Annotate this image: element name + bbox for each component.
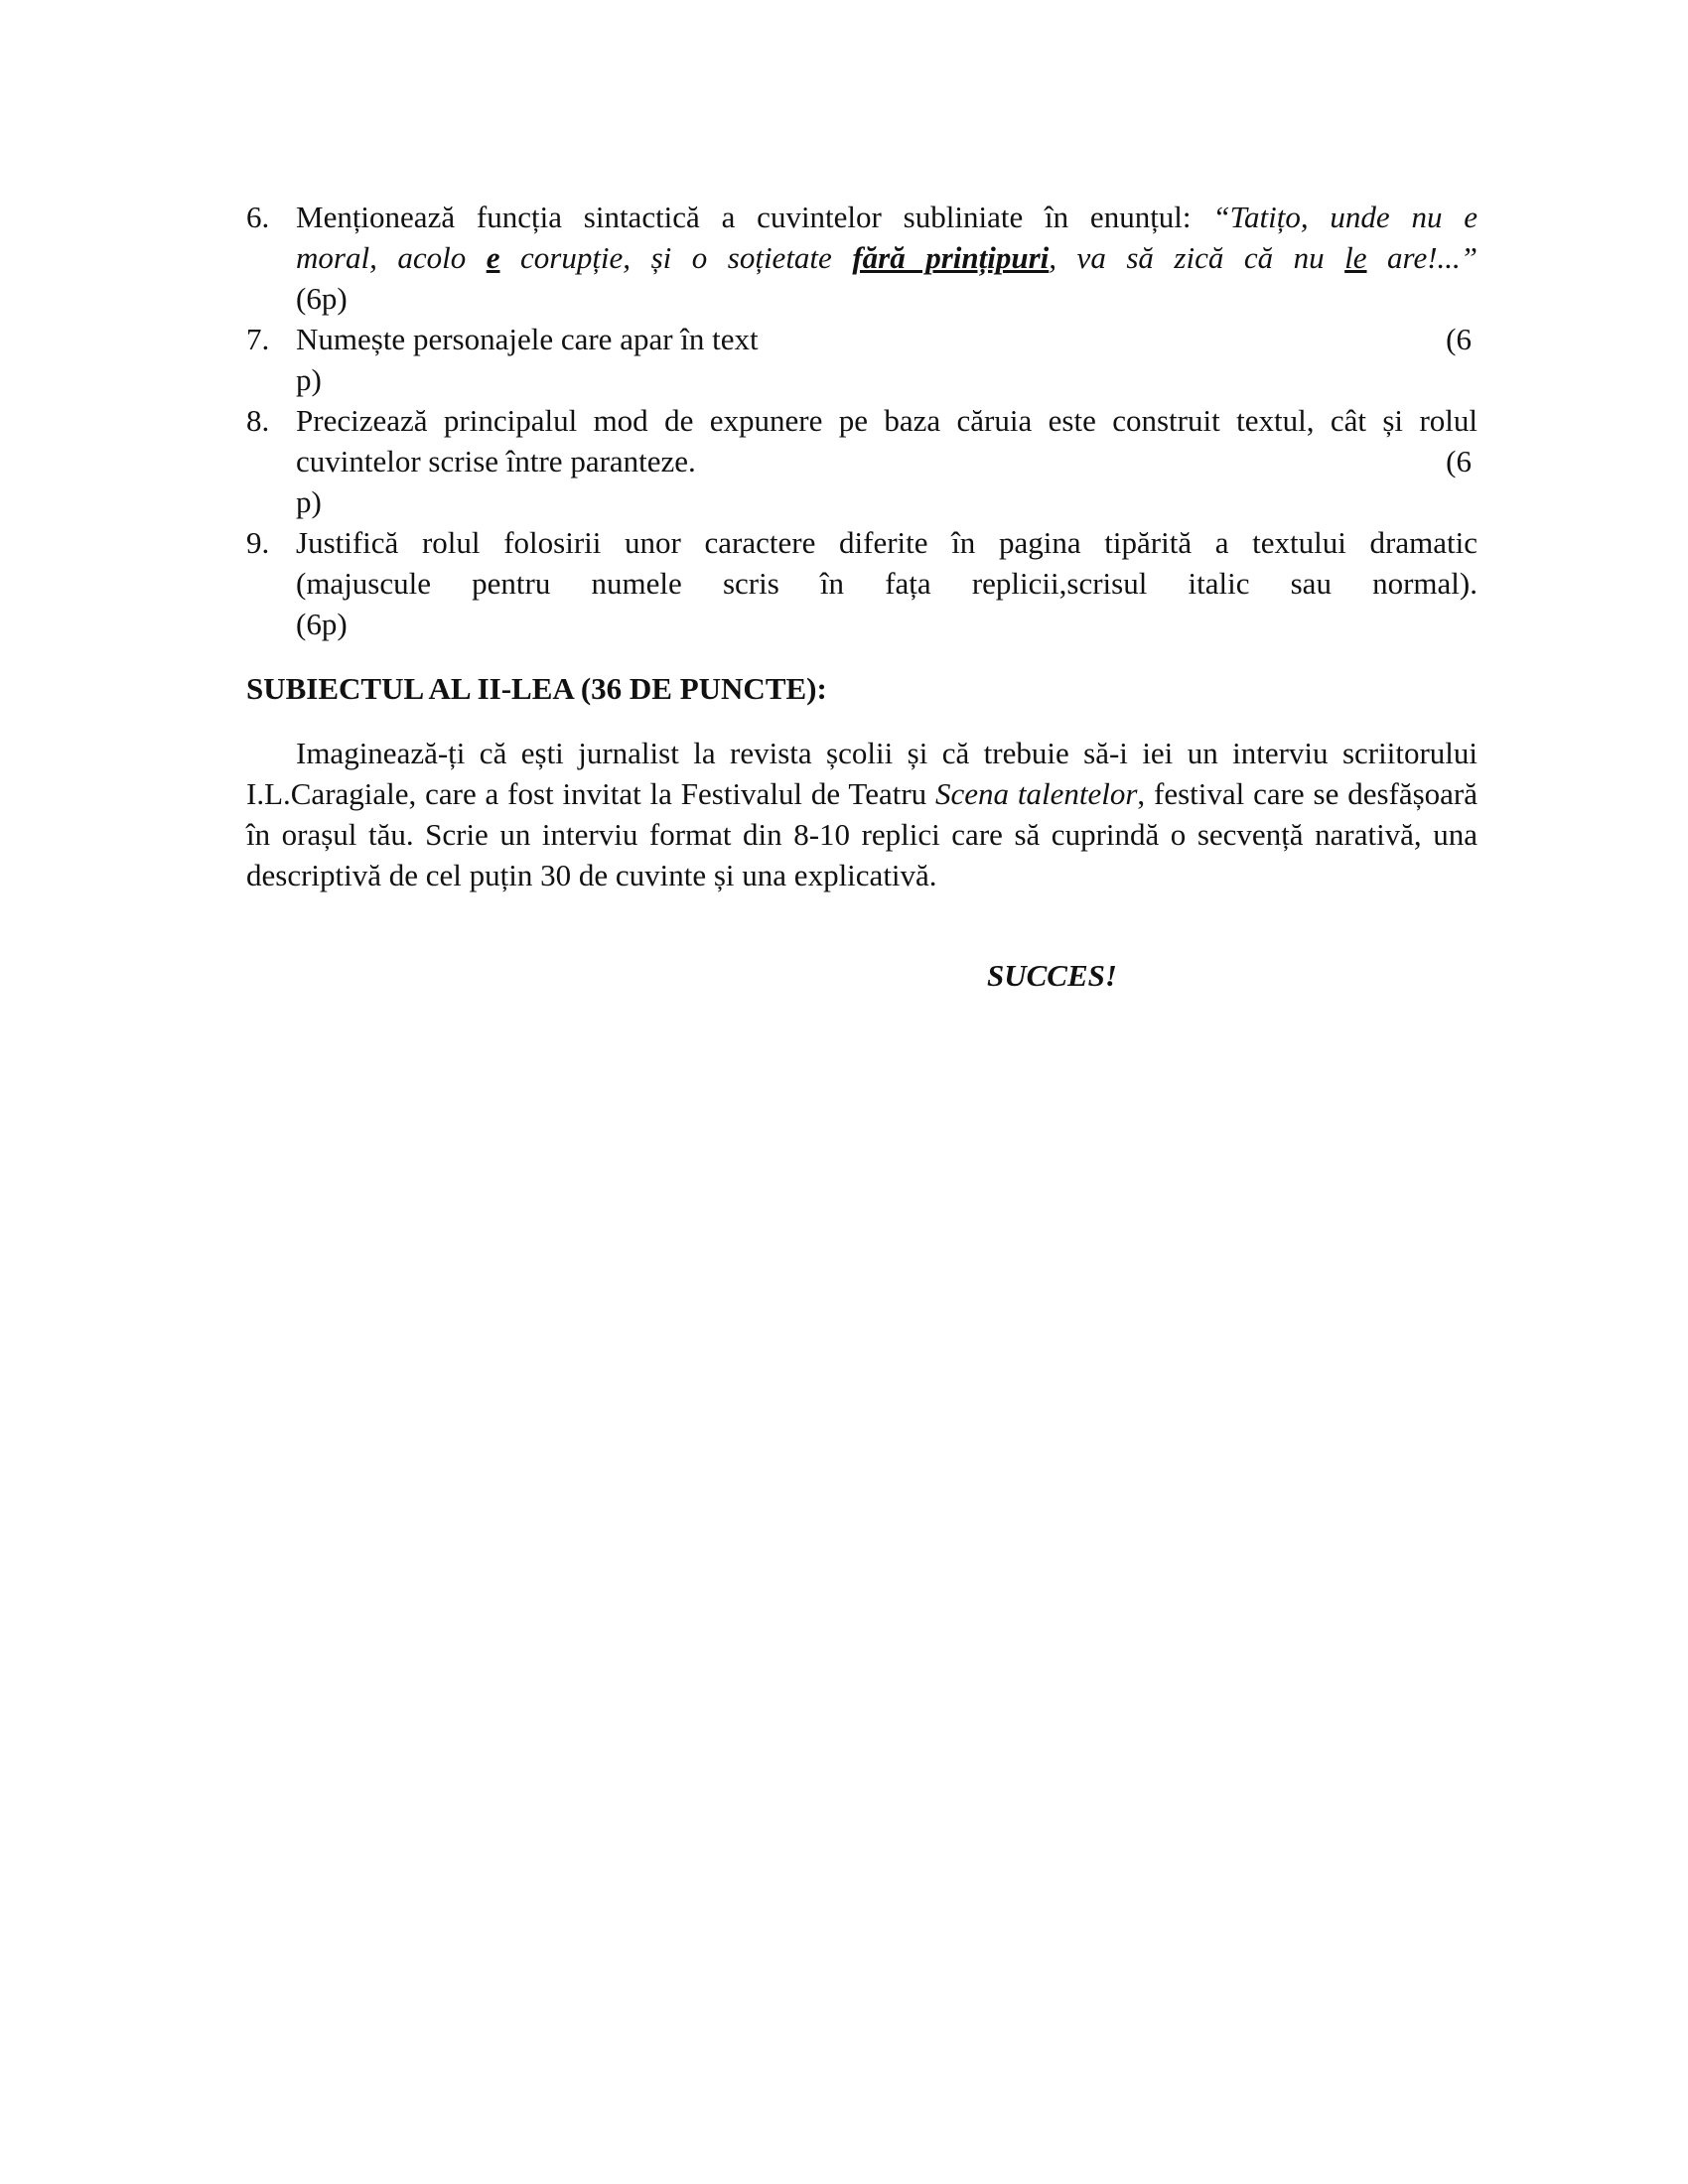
question-number: 6. (246, 200, 270, 234)
question-text-line: Menționează funcția sintactică a cuvintelor subliniate în enunțul: “Tatițo, unde nu e (296, 200, 1478, 234)
underlined-word-e: e (486, 240, 500, 275)
question-text-line: cuvintelor scrise între paranteze. (296, 444, 696, 478)
subject-2-paragraph: Imaginează-ți că ești jurnalist la revista școlii și că trebuie să-i iei un interviu scriitorului I.L.Caragiale, care a fost invitat la Festivalul de Teatru Scena talentelor, festival care se desfășoară în orașul tău. Scrie un interviu format din 8-10 replici care să cuprindă o secvență narativă, una descriptivă de cel puțin 30 de cuvinte și una explicativă. (246, 736, 1478, 892)
question-points: (6p) (296, 607, 348, 641)
question-number: 9. (246, 525, 270, 560)
question-points: (6 (1446, 444, 1472, 478)
question-7 (246, 319, 1477, 400)
question-text-line: (majuscule pentru numele scris în fața replicii,scrisul italic sau normal). (296, 566, 1477, 601)
question-points-cont: p) (296, 484, 322, 519)
underlined-phrase-fara-printipuri: fără prințipuri (852, 240, 1050, 275)
question-text: Numește personajele care apar în text (296, 322, 759, 356)
question-8 (246, 400, 1477, 522)
festival-name: Scena talentelor (935, 776, 1138, 811)
question-number: 7. (246, 322, 270, 356)
questions-list (246, 197, 1477, 644)
question-number: 8. (246, 403, 270, 438)
question-points: (6 (1446, 322, 1472, 356)
question-points: (6p) (296, 281, 348, 316)
closing-succes: SUCCES! (987, 958, 1117, 993)
subject-2-heading: SUBIECTUL AL II-LEA (36 DE PUNCTE): (246, 671, 827, 706)
question-text-line: Justifică rolul folosirii unor caractere diferite în pagina tipărită a textului dramatic (296, 525, 1477, 560)
underlined-word-le: le (1344, 240, 1367, 275)
question-points-cont: p) (296, 362, 322, 397)
question-quote-line: moral, acolo e corupție, și o soțietate fără prințipuri, va să zică că nu le are!...” (296, 240, 1478, 275)
question-6 (246, 197, 1477, 319)
question-text-line: Precizează principalul mod de expunere pe baza căruia este construit textul, cât și rolul (296, 403, 1477, 438)
question-9 (246, 522, 1477, 644)
